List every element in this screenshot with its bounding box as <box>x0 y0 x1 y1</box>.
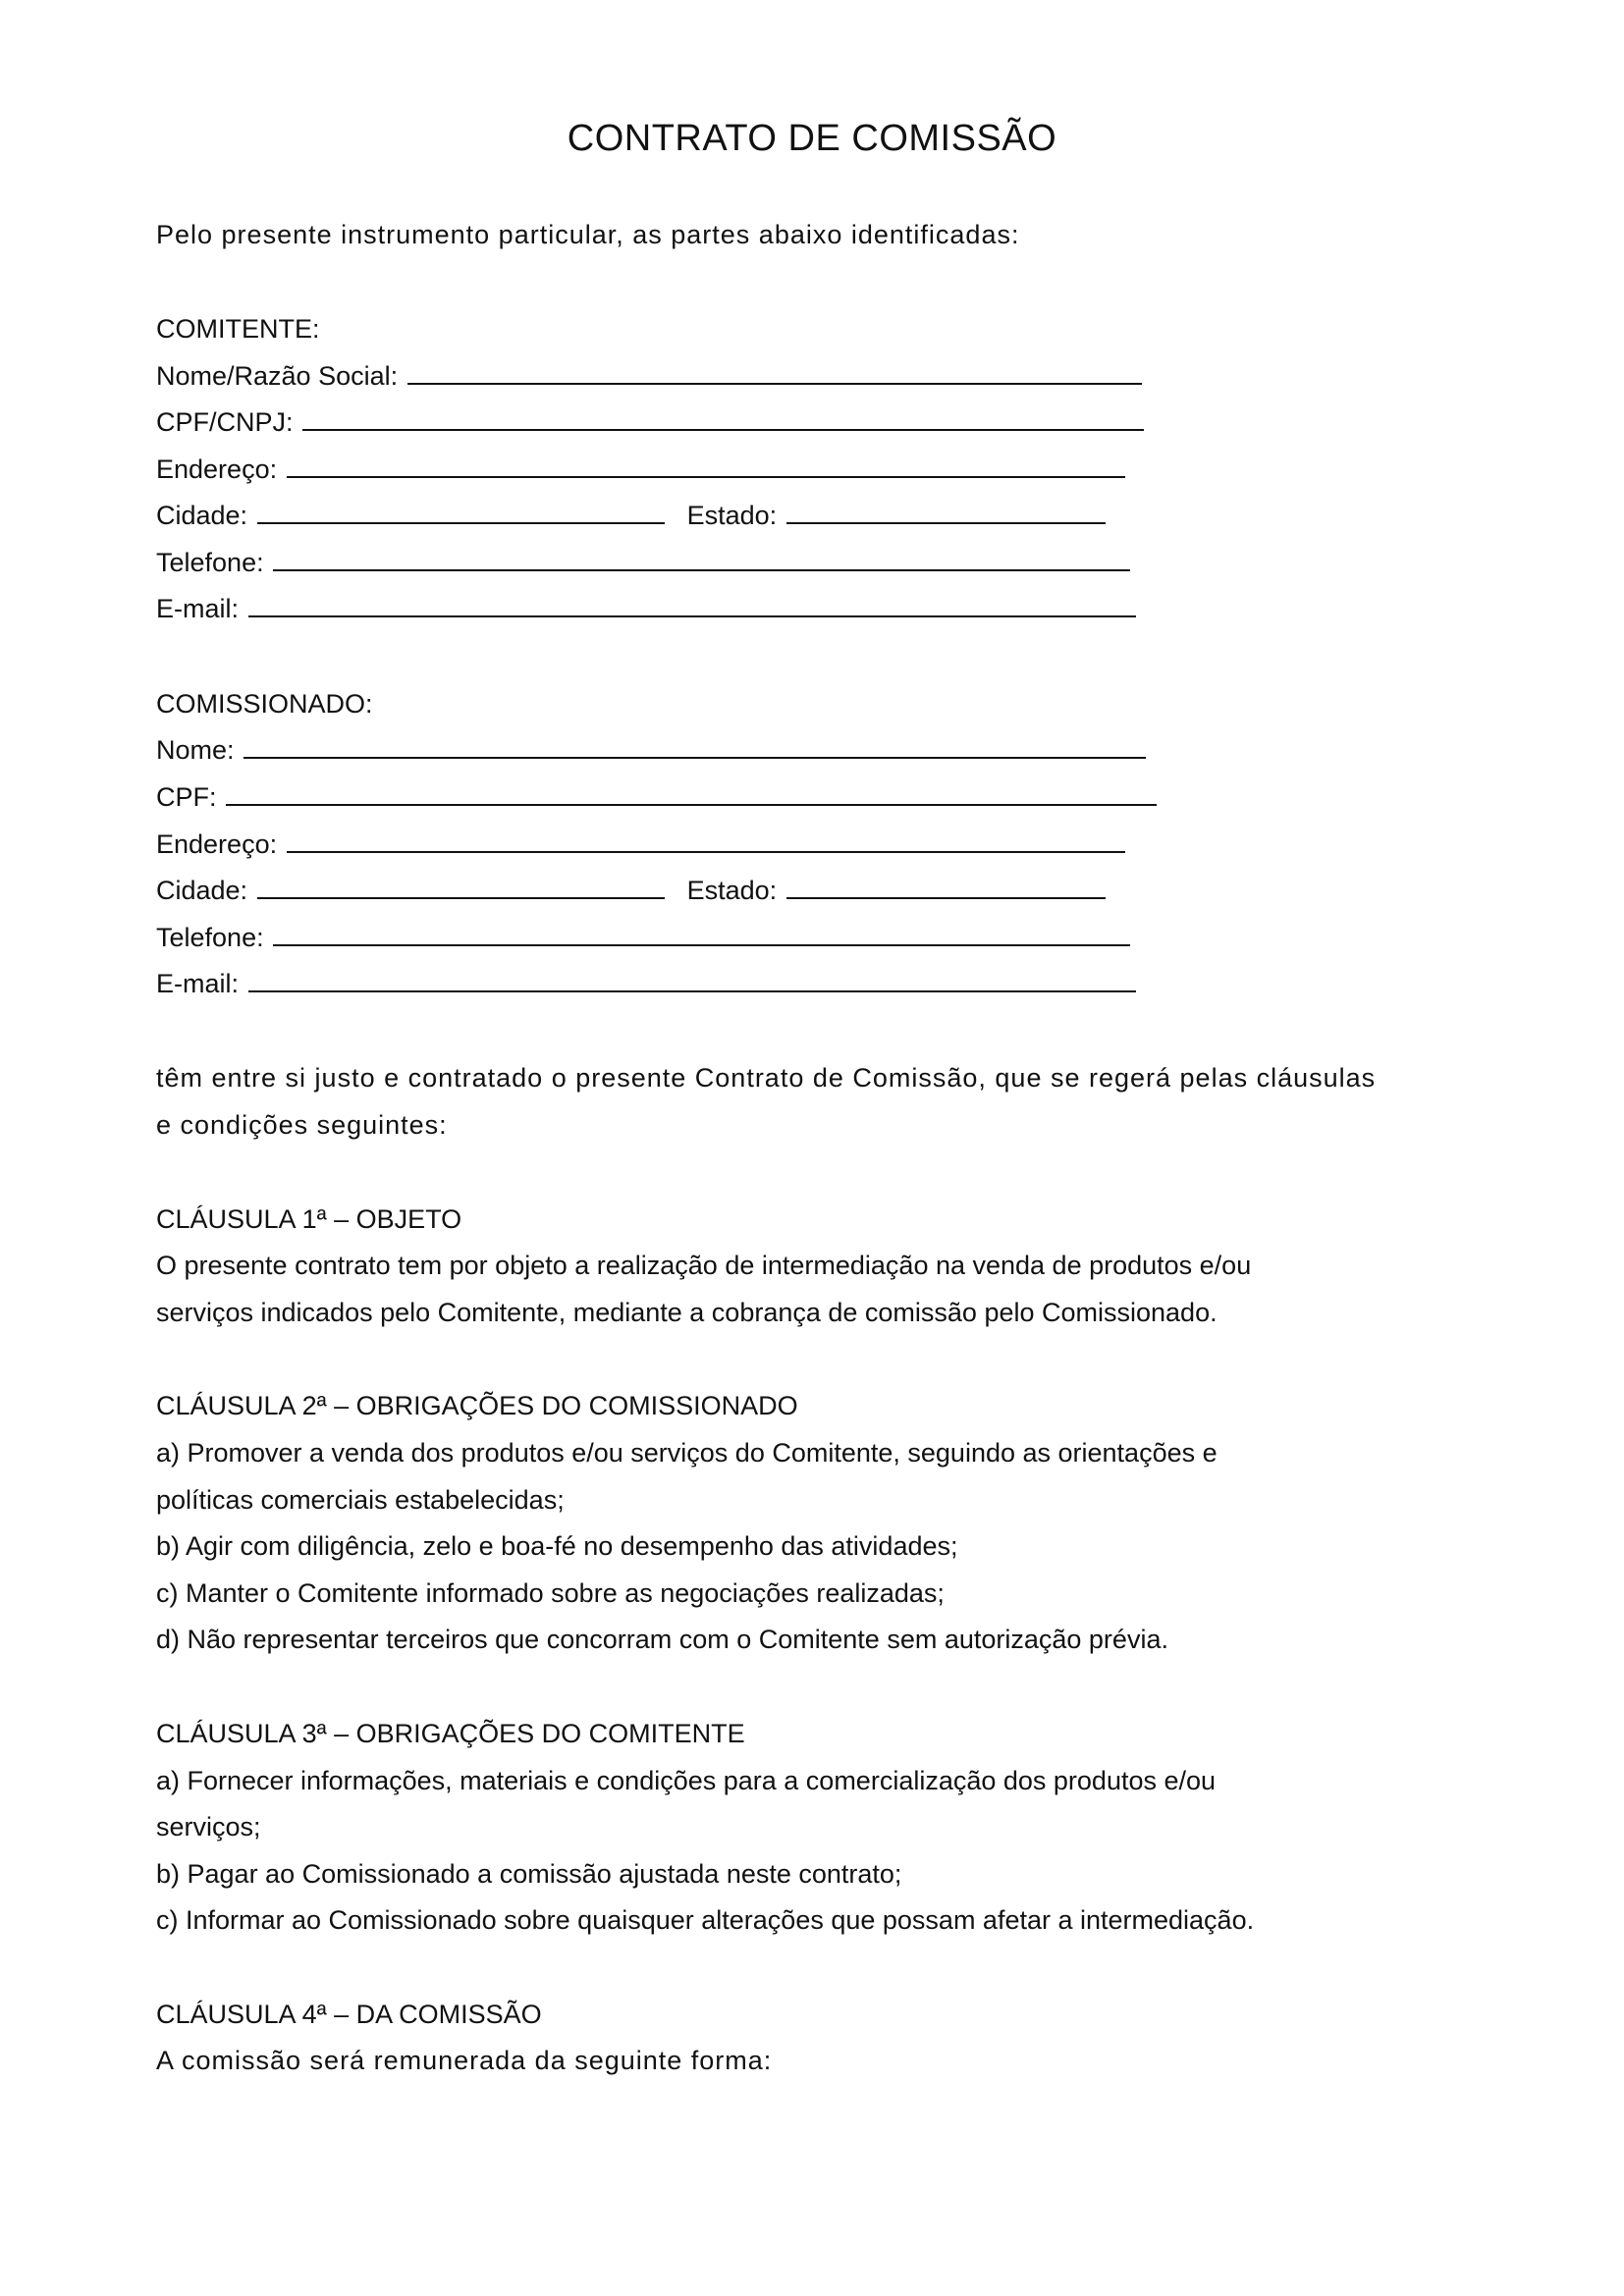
comitente-cpf-row <box>156 405 1144 439</box>
comissionado-cpf-row <box>156 780 1157 814</box>
clause-1-line: serviços indicados pelo Comitente, mediante a cobrança de comissão pelo Comissionado. <box>156 1298 1218 1327</box>
comitente-nome-row <box>156 359 1142 393</box>
comitente-heading: COMITENTE: <box>156 314 320 344</box>
clause-2-line: a) Promover a venda dos produtos e/ou serviços do Comitente, seguindo as orientações e <box>156 1438 1218 1468</box>
comitente-estado-field[interactable] <box>786 499 1106 524</box>
comissionado-telefone-row <box>156 921 1130 954</box>
comissionado-email-field[interactable] <box>248 967 1136 992</box>
preamble-line: têm entre si justo e contratado o presente Contrato de Comissão, que se regerá pelas cláusulas <box>156 1063 1377 1093</box>
comitente-estado-label: Estado: <box>686 501 778 530</box>
comissionado-cidade-label: Cidade: <box>156 876 248 905</box>
comissionado-nome-field[interactable] <box>244 733 1146 759</box>
comissionado-cidade-field[interactable] <box>257 874 665 899</box>
comitente-endereco-label: Endereço: <box>156 454 278 484</box>
comitente-telefone-field[interactable] <box>273 546 1130 571</box>
comitente-email-field[interactable] <box>248 592 1136 617</box>
comitente-nome-field[interactable] <box>407 359 1142 385</box>
comissionado-cpf-label: CPF: <box>156 782 217 812</box>
comissionado-endereco-row <box>156 828 1125 861</box>
comissionado-heading: COMISSIONADO: <box>156 689 373 719</box>
comissionado-email-label: E-mail: <box>156 969 240 998</box>
clause-3-line: serviços; <box>156 1812 261 1842</box>
comissionado-telefone-field[interactable] <box>273 921 1130 946</box>
comissionado-estado-field[interactable] <box>786 874 1106 899</box>
comitente-email-label: E-mail: <box>156 594 240 623</box>
comitente-endereco-row <box>156 453 1125 486</box>
comitente-email-row <box>156 592 1136 625</box>
comitente-cidade-row <box>156 499 1106 532</box>
comitente-telefone-row <box>156 546 1130 579</box>
clause-2-title: CLÁUSULA 2ª – OBRIGAÇÕES DO COMISSIONADO <box>156 1391 798 1420</box>
document-title: CONTRATO DE COMISSÃO <box>567 118 1057 159</box>
clause-2-line: b) Agir com diligência, zelo e boa-fé no desempenho das atividades; <box>156 1531 958 1561</box>
comitente-cidade-label: Cidade: <box>156 501 248 530</box>
clause-2-line: políticas comerciais estabelecidas; <box>156 1485 565 1515</box>
clause-3-line: c) Informar ao Comissionado sobre quaisquer alterações que possam afetar a intermediação. <box>156 1905 1255 1935</box>
comissionado-email-row <box>156 967 1136 1000</box>
comitente-cpf-label: CPF/CNPJ: <box>156 407 294 437</box>
comissionado-cpf-field[interactable] <box>226 780 1157 806</box>
clause-1-line: O presente contrato tem por objeto a realização de intermediação na venda de produtos e/ou <box>156 1251 1252 1280</box>
comissionado-endereco-label: Endereço: <box>156 829 278 859</box>
comissionado-nome-row <box>156 733 1146 767</box>
clause-3-line: a) Fornecer informações, materiais e condições para a comercialização dos produtos e/ou <box>156 1766 1217 1795</box>
preamble-line: e condições seguintes: <box>156 1110 448 1140</box>
intro-text: Pelo presente instrumento particular, as partes abaixo identificadas: <box>156 220 1020 249</box>
comissionado-cidade-row <box>156 874 1106 907</box>
clause-4-title: CLÁUSULA 4ª – DA COMISSÃO <box>156 2000 542 2029</box>
clause-2-line: c) Manter o Comitente informado sobre as negociações realizadas; <box>156 1578 945 1608</box>
comissionado-endereco-field[interactable] <box>287 828 1125 853</box>
comitente-cpf-field[interactable] <box>302 405 1144 431</box>
clause-1-title: CLÁUSULA 1ª – OBJETO <box>156 1204 462 1234</box>
comitente-nome-label: Nome/Razão Social: <box>156 361 399 391</box>
comissionado-nome-label: Nome: <box>156 735 235 765</box>
comitente-endereco-field[interactable] <box>287 453 1125 478</box>
clause-3-line: b) Pagar ao Comissionado a comissão ajustada neste contrato; <box>156 1859 902 1889</box>
clause-4-line: A comissão será remunerada da seguinte forma: <box>156 2046 773 2075</box>
comitente-cidade-field[interactable] <box>257 499 665 524</box>
comitente-telefone-label: Telefone: <box>156 548 264 577</box>
clause-2-line: d) Não representar terceiros que concorram com o Comitente sem autorização prévia. <box>156 1625 1168 1654</box>
comissionado-estado-label: Estado: <box>686 876 778 905</box>
comissionado-telefone-label: Telefone: <box>156 923 264 952</box>
clause-3-title: CLÁUSULA 3ª – OBRIGAÇÕES DO COMITENTE <box>156 1719 745 1748</box>
